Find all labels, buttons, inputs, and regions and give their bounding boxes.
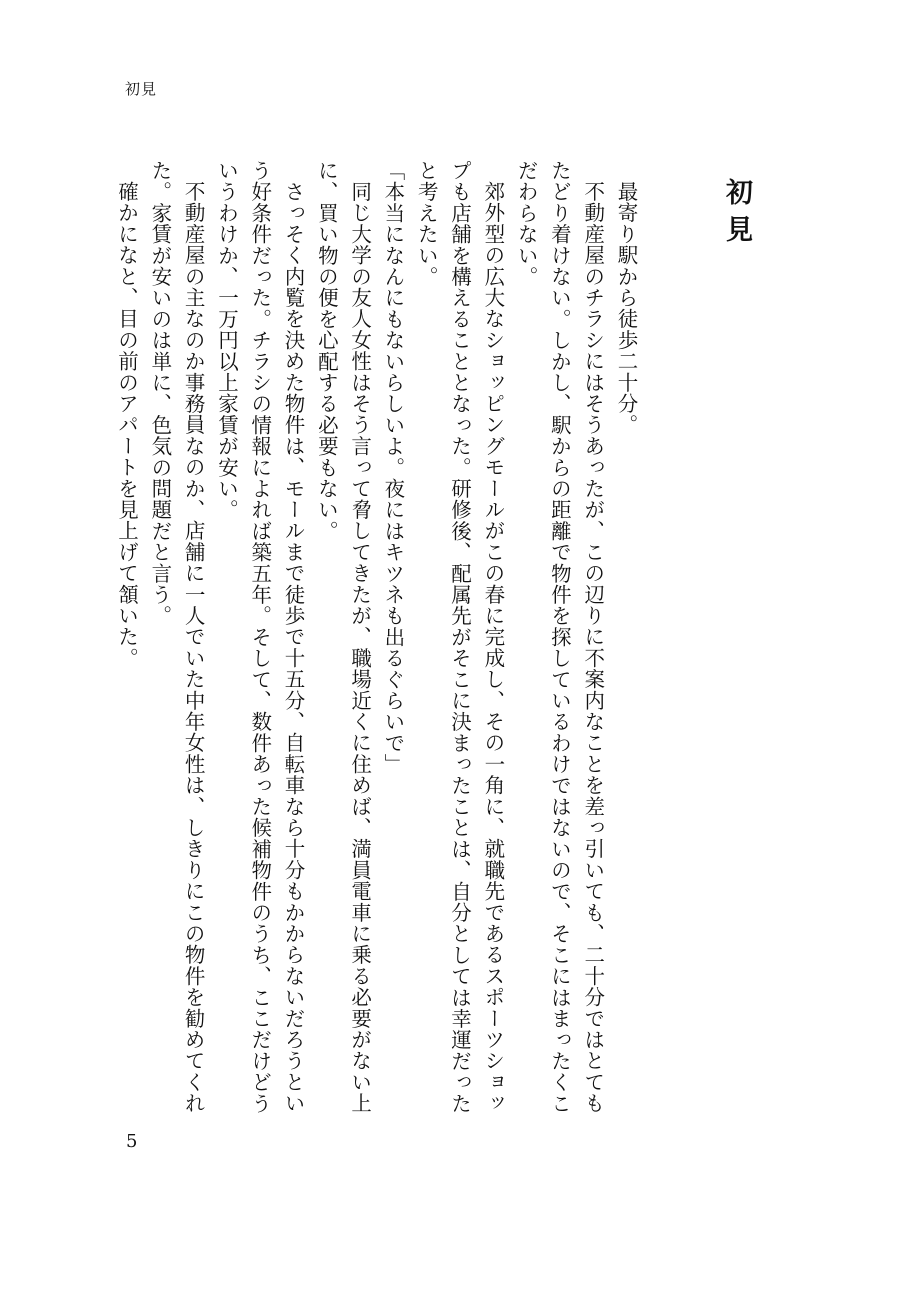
- paragraph: 確かになと、目の前のアパートを見上げて頷いた。: [114, 180, 139, 669]
- paragraph: 不動産屋の主なのか事務員なのか、店舗に一人でいた中年女性は、しきりにこの物件を勧めてくれた。家賃が安いのは単に、色気の問題だと言う。: [147, 160, 206, 1114]
- paragraph: 最寄り駅から徒歩二十分。: [614, 180, 638, 435]
- chapter-title: 初見: [721, 178, 752, 252]
- body-text: [109, 160, 642, 1120]
- page-number: 5: [126, 1131, 138, 1152]
- dialogue-paragraph: 「本当になんにもないらしいよ。夜にはキツネも出るぐらいで」: [380, 160, 405, 775]
- paragraph: 不動産屋のチラシにはそうあったが、この辺りに不案内なことを差っ引いても、二十分ではとてもたどり着けない。しかし、駅からの距離で物件を探しているわけではないので、そこにはまったくこだわらない。: [514, 160, 605, 1114]
- running-head: 初見: [125, 80, 158, 98]
- paragraph: さっそく内覧を決めた物件は、モールまで徒歩で十五分、自転車なら十分もかからないだろうという好条件だった。チラシの情報によれば築五年。そして、数件あった候補物件のうち、ここだけどういうわけか、一万円以上家賃が安い。: [214, 160, 306, 1114]
- paragraph: 同じ大学の友人女性はそう言って脅してきたが、職場近くに住めば、満員電車に乗る必要がない上に、買い物の便を心配する必要もない。: [314, 160, 372, 1114]
- paragraph: 郊外型の広大なショッピングモールがこの春に完成し、その一角に、就職先であるスポーツショップも店舗を構えることとなった。研修後、配属先がそこに決まったことは、自分としては幸運だったと考えたい。: [414, 160, 505, 1114]
